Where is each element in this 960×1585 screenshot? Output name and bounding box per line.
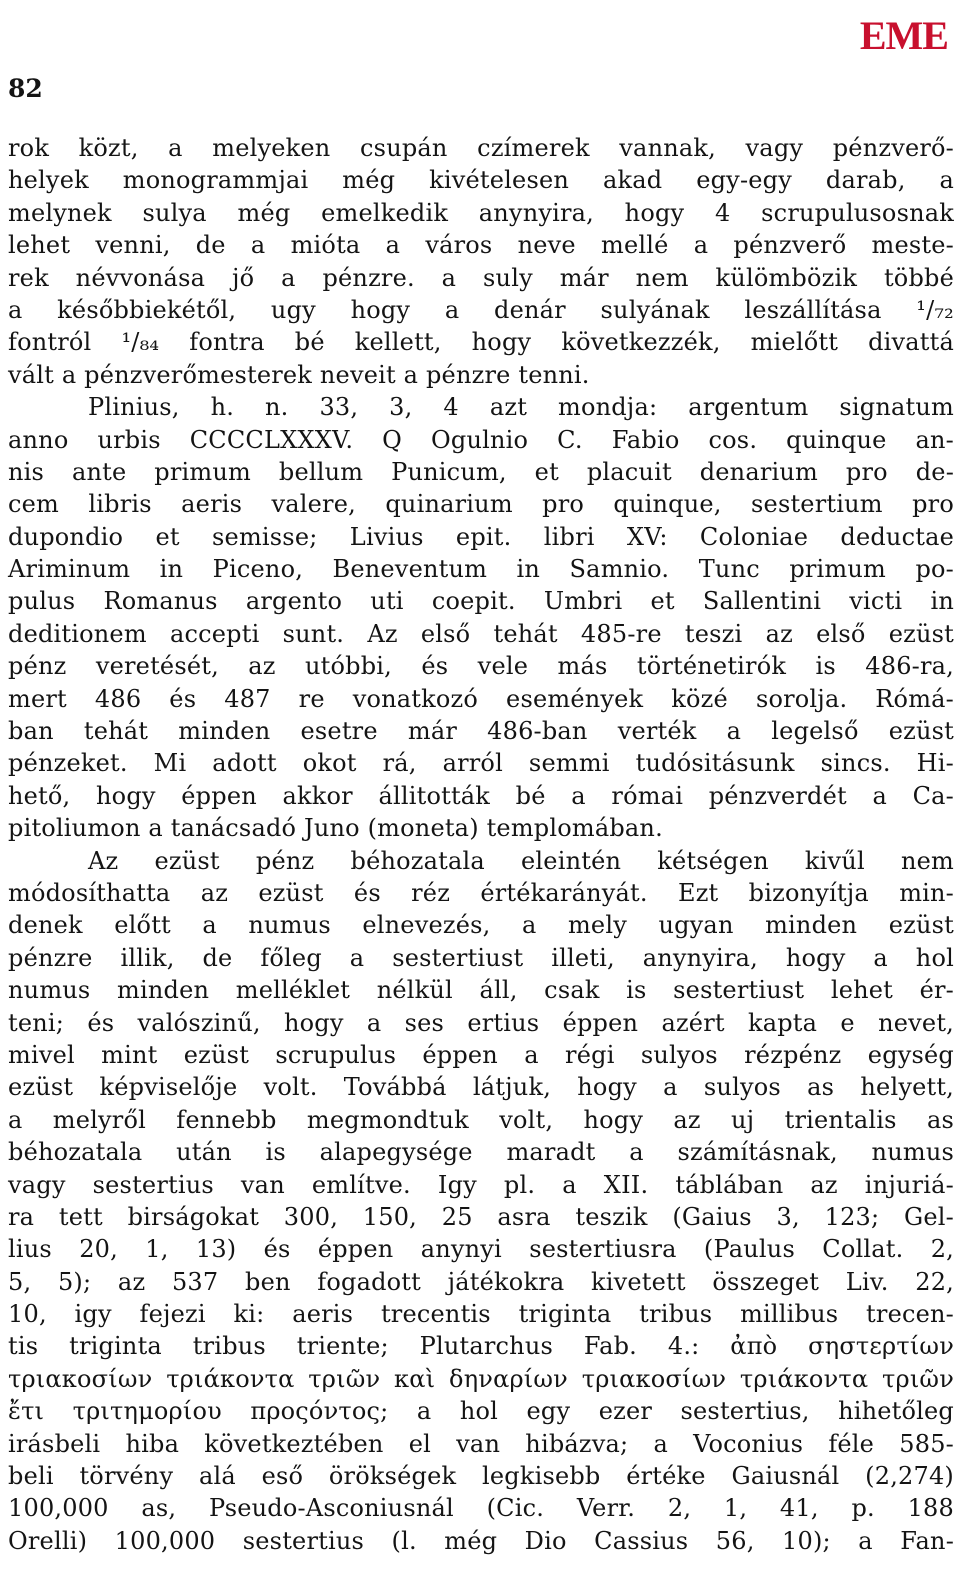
text-line: pénz veretését, az utóbbi, és vele más történetirók is 486-ra, <box>8 652 954 681</box>
text-line: ban tehát minden esetre már 486-ban verték a legelső ezüst <box>8 717 954 746</box>
text-line: denek előtt a numus elnevezés, a mely ugyan minden ezüst <box>8 911 954 940</box>
text-line: rek névvonása jő a pénzre. a suly már nem külömbözik többé <box>8 263 954 292</box>
text-line: Orelli) 100,000 sestertius (l. még Dio Cassius 56, 10); a Fan- <box>8 1526 954 1555</box>
text-line: vagy sestertius van említve. Igy pl. a XII. táblában az injuriá- <box>8 1170 954 1199</box>
text-line: ezüst képviselője volt. Továbbá látjuk, hogy a sulyos as helyett, <box>8 1073 954 1102</box>
text-line: cem libris aeris valere, quinarium pro quinque, sestertium pro <box>8 490 954 519</box>
text-line: Az ezüst pénz béhozatala eleintén kétségen kivűl nem <box>88 846 954 875</box>
text-body <box>8 132 954 1557</box>
text-line: hető, hogy éppen akkor állitották bé a római pénzverdét a Ca- <box>8 781 954 810</box>
text-line: Plinius, h. n. 33, 3, 4 azt mondja: argentum signatum <box>88 393 954 422</box>
text-line: a melyről fennebb megmondtuk volt, hogy az uj trientalis as <box>8 1105 954 1134</box>
text-line: teni; és valószinű, hogy a ses ertius éppen azért kapta e nevet, <box>8 1008 954 1037</box>
text-line: fontról ¹/₈₄ fontra bé kellett, hogy következzék, mielőtt divattá <box>8 328 954 357</box>
text-line: Ariminum in Piceno, Beneventum in Samnio. Tunc primum po- <box>8 555 954 584</box>
text-line: dupondio et semisse; Livius epit. libri XV: Coloniae deductae <box>8 522 954 551</box>
text-line: 10, igy fejezi ki: aeris trecentis triginta tribus millibus trecen- <box>8 1300 954 1329</box>
text-line: ἔτι τριτημορίου προςόντος; a hol egy ezer sestertius, hihetőleg <box>8 1397 954 1426</box>
text-line: τριακοσίων τριάκοντα τριῶν καὶ δηναρίων τριακοσίων τριάκοντα τριῶν <box>8 1364 954 1393</box>
text-line: nis ante primum bellum Punicum, et placuit denarium pro de- <box>8 457 954 486</box>
text-line: 100,000 as, Pseudo-Asconiusnál (Cic. Verr. 2, 1, 41, p. 188 <box>8 1494 954 1523</box>
text-line: helyek monogrammjai még kivételesen akad egy-egy darab, a <box>8 166 954 195</box>
text-line: irásbeli hiba következtében el van hibázva; a Voconius féle 585- <box>8 1429 954 1458</box>
text-line: deditionem accepti sunt. Az első tehát 485-re teszi az első ezüst <box>8 619 954 648</box>
publisher-logo: EME <box>859 13 948 58</box>
text-line: a későbbiekétől, ugy hogy a denár sulyának leszállítása ¹/₇₂ <box>8 295 954 324</box>
text-line: ra tett birságokat 300, 150, 25 asra teszik (Gaius 3, 123; Gel- <box>8 1202 954 1231</box>
text-line: béhozatala után is alapegysége maradt a számításnak, numus <box>8 1138 954 1167</box>
text-line: pénzeket. Mi adott okot rá, arról semmi tudósitásunk sincs. Hi- <box>8 749 954 778</box>
text-line: tis triginta tribus triente; Plutarchus Fab. 4.: ἀπὸ σηστερτίων <box>8 1332 954 1361</box>
text-line: módosíthatta az ezüst és réz értékarányát. Ezt bizonyítja min- <box>8 878 954 907</box>
text-line: mivel mint ezüst scrupulus éppen a régi sulyos rézpénz egység <box>8 1040 954 1069</box>
text-line: rok közt, a melyeken csupán czímerek vannak, vagy pénzverő- <box>8 134 954 162</box>
text-line: vált a pénzverőmesterek neveit a pénzre tenni. <box>8 360 590 389</box>
text-line: mert 486 és 487 re vonatkozó események közé sorolja. Rómá- <box>8 684 954 713</box>
text-line: pitoliumon a tanácsadó Juno (moneta) templomában. <box>8 814 663 843</box>
text-line: lehet venni, de a mióta a város neve mellé a pénzverő meste- <box>8 231 954 260</box>
text-line: pulus Romanus argento uti coepit. Umbri et Sallentini victi in <box>8 587 954 616</box>
text-line: 5, 5); az 537 ben fogadott játékokra kivetett összeget Liv. 22, <box>8 1267 954 1296</box>
text-line: numus minden melléklet nélkül áll, csak is sestertiust lehet ér- <box>8 976 954 1005</box>
text-line: melynek sulya még emelkedik anynyira, hogy 4 scrupulusosnak <box>8 198 954 227</box>
text-line: beli törvény alá eső örökségek legkisebb értéke Gaiusnál (2,274) <box>8 1462 954 1491</box>
text-line: anno urbis CCCCLXXXV. Q Ogulnio C. Fabio cos. quinque an- <box>8 425 954 454</box>
page-number: 82 <box>8 74 43 103</box>
text-line: lius 20, 1, 13) és éppen anynyi sestertiusra (Paulus Collat. 2, <box>8 1235 954 1264</box>
text-line: pénzre illik, de főleg a sestertiust illeti, anynyira, hogy a hol <box>8 943 954 972</box>
